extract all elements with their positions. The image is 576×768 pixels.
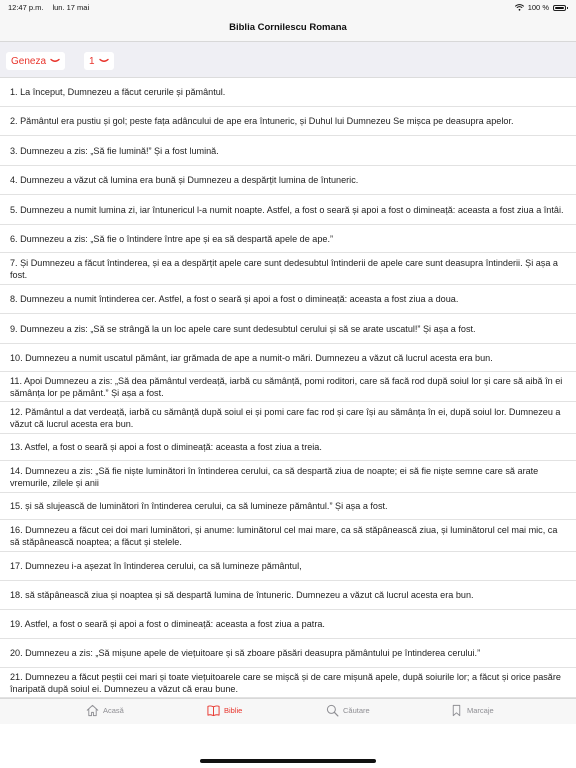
- verse-text: 9. Dumnezeu a zis: „Să se strângă la un loc apele care sunt dedesubtul cerului și să se arate uscatul!” Și așa a fost.: [10, 323, 476, 334]
- verse-text: 21. Dumnezeu a făcut peștii cei mari și toate viețuitoarele care se mișcă și de care mișună apele, după soiurile lor; a făcut și orice pasăre înaripată după soiul ei. Dumnezeu a văzut că erau bune.: [10, 671, 561, 694]
- verse-text: 13. Astfel, a fost o seară și apoi a fost o dimineață: aceasta a fost ziua a treia.: [10, 442, 322, 452]
- chevron-down-icon: [99, 58, 109, 64]
- verse-row[interactable]: [0, 344, 576, 372]
- chevron-down-icon: [50, 58, 60, 64]
- status-date: lun. 17 mai: [52, 3, 90, 12]
- verse-row[interactable]: [0, 639, 576, 668]
- navigation-bar: [0, 14, 576, 42]
- verse-row[interactable]: [0, 314, 576, 344]
- tab-bar: [0, 698, 576, 724]
- home-indicator: [200, 759, 376, 763]
- verse-text: 4. Dumnezeu a văzut că lumina era bună și Dumnezeu a despărțit lumina de întuneric.: [10, 175, 359, 185]
- verse-row[interactable]: [0, 136, 576, 166]
- verse-row[interactable]: [0, 195, 576, 225]
- battery-icon: [553, 5, 566, 11]
- verse-text: 2. Pământul era pustiu și gol; peste fața adâncului de ape era întuneric, și Duhul lui Dumnezeu Se mișca pe deasupra apelor.: [10, 116, 514, 126]
- verse-text: 5. Dumnezeu a numit lumina zi, iar întunericul l-a numit noapte. Astfel, a fost o seară și apoi a fost o dimineață: aceasta a fost ziua a întâi.: [10, 204, 564, 215]
- chapter-selector[interactable]: [84, 52, 114, 70]
- verse-row[interactable]: [0, 402, 576, 434]
- verse-row[interactable]: [0, 225, 576, 253]
- verse-row[interactable]: [0, 434, 576, 461]
- tab-bible-label: Biblie: [224, 706, 243, 715]
- verse-row[interactable]: [0, 610, 576, 639]
- selector-bar: [0, 42, 576, 78]
- verse-text: 1. La început, Dumnezeu a făcut cerurile și pământul.: [10, 87, 226, 97]
- verse-row[interactable]: [0, 552, 576, 581]
- verse-row[interactable]: [0, 78, 576, 107]
- tab-home[interactable]: [86, 704, 124, 717]
- page-title: Biblia Cornilescu Romana: [229, 22, 347, 33]
- wifi-icon: [515, 4, 524, 11]
- verse-text: 17. Dumnezeu i-a așezat în întinderea cerului, ca să lumineze pământul,: [10, 561, 302, 571]
- verse-text: 3. Dumnezeu a zis: „Să fie lumină!” Și a fost lumină.: [10, 145, 219, 156]
- verse-text: 6. Dumnezeu a zis: „Să fie o întindere între ape și ea să despartă apele de ape.”: [10, 233, 334, 244]
- verse-row[interactable]: [0, 285, 576, 314]
- verse-text: 18. să stăpânească ziua și noaptea și să despartă lumina de întuneric. Dumnezeu a văzut că lucrul acesta era bun.: [10, 590, 474, 600]
- verse-list: [0, 78, 576, 698]
- status-bar: [0, 0, 576, 14]
- verse-row[interactable]: [0, 520, 576, 552]
- home-icon: [86, 704, 99, 717]
- chapter-selector-label: 1: [89, 55, 95, 67]
- verse-text: 7. Și Dumnezeu a făcut întinderea, și ea a despărțit apele care sunt dedesubtul întinderii de apele care sunt deasupra întinderii. Și așa a fost.: [10, 257, 558, 280]
- verse-row[interactable]: [0, 166, 576, 195]
- tab-home-label: Acasă: [103, 706, 124, 715]
- tab-bookmarks[interactable]: [450, 704, 494, 717]
- verse-row[interactable]: [0, 668, 576, 698]
- verse-text: 11. Apoi Dumnezeu a zis: „Să dea pământul verdeață, iarbă cu sămânță, pomi roditori, care să facă rod după soiul lor și care să aibă în ei sămânța lor pe pământ.” Și așa a fost.: [10, 375, 563, 398]
- verse-text: 20. Dumnezeu a zis: „Să mișune apele de viețuitoare și să zboare păsări deasupra pământului pe întinderea cerului.”: [10, 648, 481, 658]
- verse-row[interactable]: [0, 493, 576, 520]
- verse-text: 19. Astfel, a fost o seară și apoi a fost o dimineață: aceasta a fost ziua a patra.: [10, 619, 325, 629]
- verse-text: 10. Dumnezeu a numit uscatul pământ, iar grămada de ape a numit-o mări. Dumnezeu a văzut că lucrul acesta era bun.: [10, 352, 493, 363]
- verse-text: 16. Dumnezeu a făcut cei doi mari luminători, și anume: luminătorul cel mai mare, ca să stăpânească ziua, și luminătorul cel mai mic, ca să stăpânească noaptea; a făcut și stelele.: [10, 524, 558, 547]
- verse-text: 8. Dumnezeu a numit întinderea cer. Astfel, a fost o seară și apoi a fost o dimineață: aceasta a fost ziua a doua.: [10, 294, 459, 304]
- verse-row[interactable]: [0, 107, 576, 136]
- search-icon: [326, 704, 339, 717]
- tab-search[interactable]: [326, 704, 370, 717]
- verse-text: 14. Dumnezeu a zis: „Să fie niște luminători în întinderea cerului, ca să despartă ziua de noapte; ei să fie niște semne care să arate vremurile, zilele și anii: [10, 465, 539, 488]
- status-time: 12:47 p.m.: [8, 3, 44, 12]
- verse-row[interactable]: [0, 253, 576, 285]
- verse-row[interactable]: [0, 581, 576, 610]
- verse-text: 12. Pământul a dat verdeață, iarbă cu sămânță după soiul ei și pomi care fac rod și care își au sămânța în ei, după soiul lor. Dumnezeu a văzut că lucrul acesta era bun.: [10, 406, 561, 429]
- verse-row[interactable]: [0, 461, 576, 493]
- tab-search-label: Căutare: [343, 706, 370, 715]
- book-selector[interactable]: [6, 52, 65, 70]
- verse-row[interactable]: [0, 372, 576, 402]
- tab-bookmarks-label: Marcaje: [467, 706, 494, 715]
- book-selector-label: Geneza: [11, 55, 47, 67]
- bookmark-icon: [450, 704, 463, 717]
- book-icon: [207, 704, 220, 717]
- verse-text: 15. și să slujească de luminători în întinderea cerului, ca să lumineze pământul.” Și așa a fost.: [10, 501, 388, 511]
- battery-percentage: 100 %: [527, 3, 549, 12]
- tab-bible[interactable]: [207, 704, 242, 717]
